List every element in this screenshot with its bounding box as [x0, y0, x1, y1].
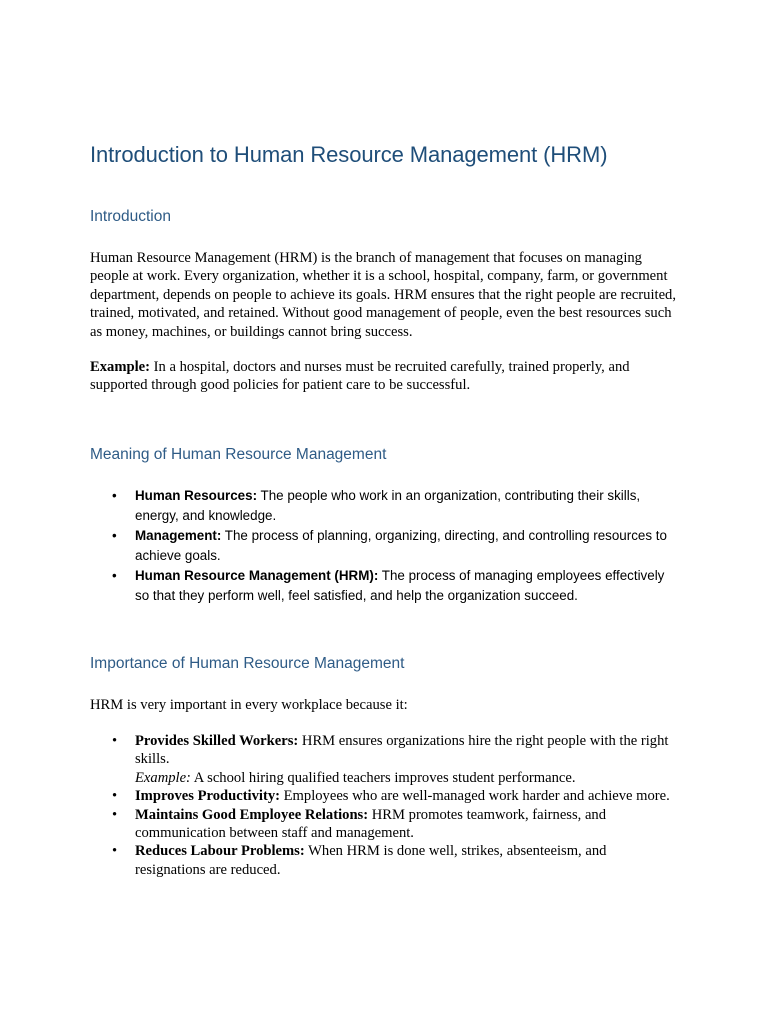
list-item-term: Human Resource Management (HRM): [135, 568, 379, 583]
list-item [90, 806, 680, 843]
introduction-example [90, 358, 680, 395]
introduction-heading: Introduction [90, 208, 171, 225]
list-item-term: Management: [135, 528, 222, 543]
bullet-icon: • [112, 843, 118, 860]
list-item-term: Reduces Labour Problems: [135, 843, 305, 860]
list-item-term: Improves Productivity: [135, 788, 280, 805]
bullet-icon: • [112, 528, 117, 543]
bullet-icon: • [112, 733, 118, 749]
bullet-icon: • [112, 806, 118, 823]
example-label: Example: [135, 769, 191, 786]
list-item [90, 526, 680, 565]
list-item [90, 566, 680, 605]
list-item [90, 732, 680, 787]
list-item-term: Human Resources: [135, 488, 258, 503]
list-item [90, 486, 680, 525]
importance-heading: Importance of Human Resource Management [90, 655, 405, 672]
example-text: In a hospital, doctors and nurses must be recruited carefully, trained properly, and supported through good policies for patient care to be successful. [90, 359, 630, 394]
list-item-text: The process of managing employees effectively so that they perform well, feel satisfied, and help the organization succeed. [135, 568, 665, 603]
list-item-text: The process of planning, organizing, directing, and controlling resources to achieve goals. [135, 528, 667, 563]
meaning-list [90, 486, 680, 606]
importance-list [90, 732, 680, 879]
list-item-text: Employees who are well-managed work harder and achieve more. [279, 788, 670, 805]
list-item-text: When HRM is done well, strikes, absenteeism, and resignations are reduced. [135, 843, 607, 878]
meaning-heading: Meaning of Human Resource Management [90, 446, 387, 463]
bullet-icon: • [112, 568, 117, 583]
importance-intro: HRM is very important in every workplace because it: [90, 697, 408, 713]
document-title: Introduction to Human Resource Management (HRM) [90, 142, 608, 167]
list-item [90, 787, 680, 805]
bullet-icon: • [112, 788, 118, 805]
example-label: Example: [90, 359, 150, 375]
list-item-text: HRM ensures organizations hire the right people with the right skills. [135, 733, 669, 768]
bullet-icon: • [112, 488, 117, 503]
list-item-term: Maintains Good Employee Relations: [135, 806, 369, 823]
example-text: A school hiring qualified teachers improves student performance. [190, 769, 576, 786]
introduction-paragraph: Human Resource Management (HRM) is the branch of management that focuses on managing people at work. Every organization, whether it is a school, hospital, company, farm, or government department, depends on people to achieve its goals. HRM ensures that the right people are recruited, trained, motivated, and retained. Without good management of people, even the best resources such as money, machines, or buildings cannot bring success. [90, 250, 676, 340]
list-item [90, 842, 680, 879]
list-item-text: The people who work in an organization, contributing their skills, energy, and knowledge. [135, 488, 641, 523]
list-item-text: HRM promotes teamwork, fairness, and communication between staff and management. [135, 806, 607, 842]
list-item-term: Provides Skilled Workers: [135, 733, 299, 749]
